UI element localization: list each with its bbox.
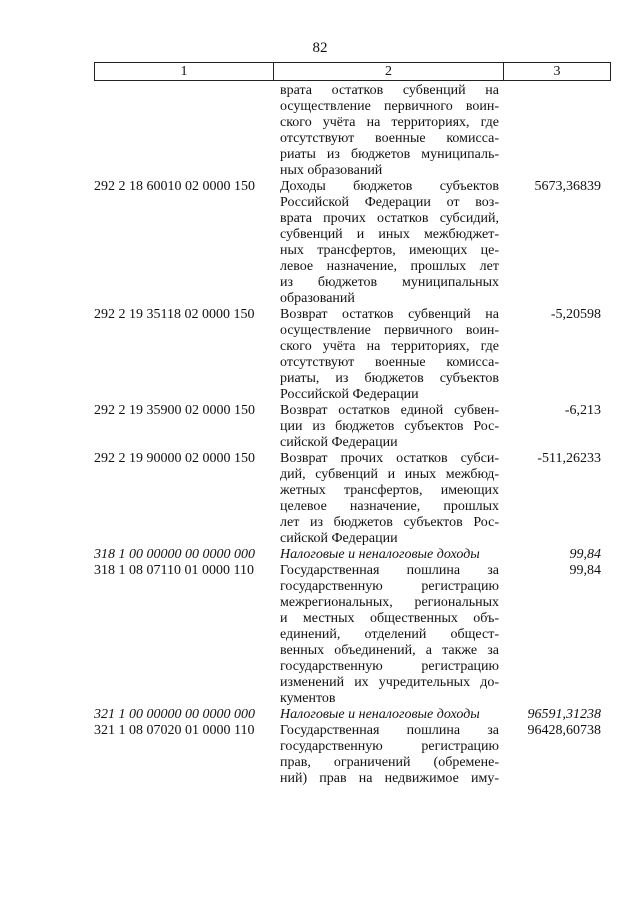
revenue-description [280, 179, 499, 307]
amount-value: -6,213 [564, 403, 601, 418]
column-header-2: 2 [274, 63, 504, 80]
description-line: ского учёта на территориях, где [280, 339, 499, 354]
table-row [94, 83, 611, 179]
description-line: осуществление первичного воин- [280, 323, 499, 338]
column-header-row [94, 62, 611, 81]
description-line: государственную регистрацию [280, 579, 499, 594]
description-line: субвенций и иных межбюджет- [280, 227, 499, 242]
column-header-3: 3 [553, 63, 561, 79]
page-number: 82 [312, 40, 328, 56]
description-line: ных трансфертов, имеющих це- [280, 243, 499, 258]
description-line: Российской Федерации [280, 387, 419, 402]
budget-code: 318 1 08 07110 01 0000 110 [94, 563, 254, 578]
description-line: изменений их учредительных до- [280, 675, 499, 690]
table-row [94, 451, 611, 547]
budget-code [94, 83, 280, 179]
description-line: риаты, из бюджетов субъектов [280, 371, 499, 386]
description-line: целевое назначение, прошлых [280, 499, 499, 514]
description-line: Доходы бюджетов субъектов [280, 179, 499, 194]
revenue-description [280, 563, 499, 707]
table-row [94, 307, 611, 403]
table-row [94, 723, 611, 787]
description-line: ского учёта на территориях, где [280, 115, 499, 130]
description-line: жетных трансфертов, имеющих [280, 483, 499, 498]
amount-value: 5673,36839 [534, 179, 601, 194]
table-row [94, 547, 611, 563]
description-line: межрегиональных, региональных [280, 595, 499, 610]
description-line: единений, отделений общест- [280, 627, 499, 642]
description-line: лет из бюджетов субъектов Рос- [280, 515, 499, 530]
description-line: образований [280, 291, 355, 306]
description-line: отсутствуют военные комисса- [280, 355, 499, 370]
budget-code: 321 1 00 00000 00 0000 000 [94, 707, 255, 722]
description-line: государственную регистрацию [280, 739, 499, 754]
description-line: сийской Федерации [280, 435, 398, 450]
description-line: Российской Федерации от воз- [280, 195, 499, 210]
description-line: дий, субвенций и иных межбюд- [280, 467, 499, 482]
description-line: государственную регистрацию [280, 659, 499, 674]
description-line: отсутствуют военные комисса- [280, 131, 499, 146]
table-row [94, 563, 611, 707]
description-line: врата остатков субвенций на [280, 83, 499, 98]
description-line: Возврат остатков субвенций на [280, 307, 499, 322]
description-line: венных объединений, а также за [280, 643, 499, 658]
revenue-description [280, 403, 499, 451]
table-row [94, 707, 611, 723]
description-line: Налоговые и неналоговые доходы [280, 547, 480, 562]
revenue-description [280, 83, 499, 179]
description-line: ции из бюджетов субъектов Рос- [280, 419, 499, 434]
description-line: риаты из бюджетов муниципаль- [280, 147, 499, 162]
revenue-description [280, 547, 499, 563]
column-header-1: 1 [95, 63, 274, 80]
budget-code: 292 2 19 35118 02 0000 150 [94, 307, 255, 322]
budget-code: 321 1 08 07020 01 0000 110 [94, 723, 255, 738]
amount-value: 99,84 [569, 547, 601, 562]
amount-value: 96428,60738 [527, 723, 601, 738]
budget-code: 292 2 19 90000 02 0000 150 [94, 451, 255, 466]
description-line: левое назначение, прошлых лет [280, 259, 499, 274]
description-line: Государственная пошлина за [280, 563, 499, 578]
budget-code: 292 2 19 35900 02 0000 150 [94, 403, 255, 418]
amount-value: -511,26233 [537, 451, 601, 466]
table-row [94, 179, 611, 307]
budget-code: 318 1 00 00000 00 0000 000 [94, 547, 255, 562]
description-line: Государственная пошлина за [280, 723, 499, 738]
revenue-description [280, 723, 499, 787]
revenue-description [280, 707, 499, 723]
description-line: из бюджетов муниципальных [280, 275, 499, 290]
amount-value: -5,20598 [550, 307, 601, 322]
description-line: ний) прав на недвижимое иму- [280, 771, 499, 786]
description-line: Налоговые и неналоговые доходы [280, 707, 480, 722]
revenue-table-body [94, 83, 611, 787]
budget-code: 292 2 18 60010 02 0000 150 [94, 179, 255, 194]
description-line: сийской Федерации [280, 531, 398, 546]
description-line: Возврат остатков единой субвен- [280, 403, 499, 418]
description-line: ных образований [280, 163, 383, 178]
description-line: кументов [280, 691, 336, 706]
table-row [94, 403, 611, 451]
description-line: врата прочих остатков субсидий, [280, 211, 499, 226]
amount-value: 99,84 [569, 563, 601, 578]
revenue-description [280, 307, 499, 403]
amount-value: 96591,31238 [527, 707, 601, 722]
description-line: осуществление первичного воин- [280, 99, 499, 114]
revenue-description [280, 451, 499, 547]
description-line: прав, ограничений (обремене- [280, 755, 499, 770]
description-line: и местных общественных объ- [280, 611, 499, 626]
description-line: Возврат прочих остатков субси- [280, 451, 499, 466]
amount-value [499, 83, 611, 179]
